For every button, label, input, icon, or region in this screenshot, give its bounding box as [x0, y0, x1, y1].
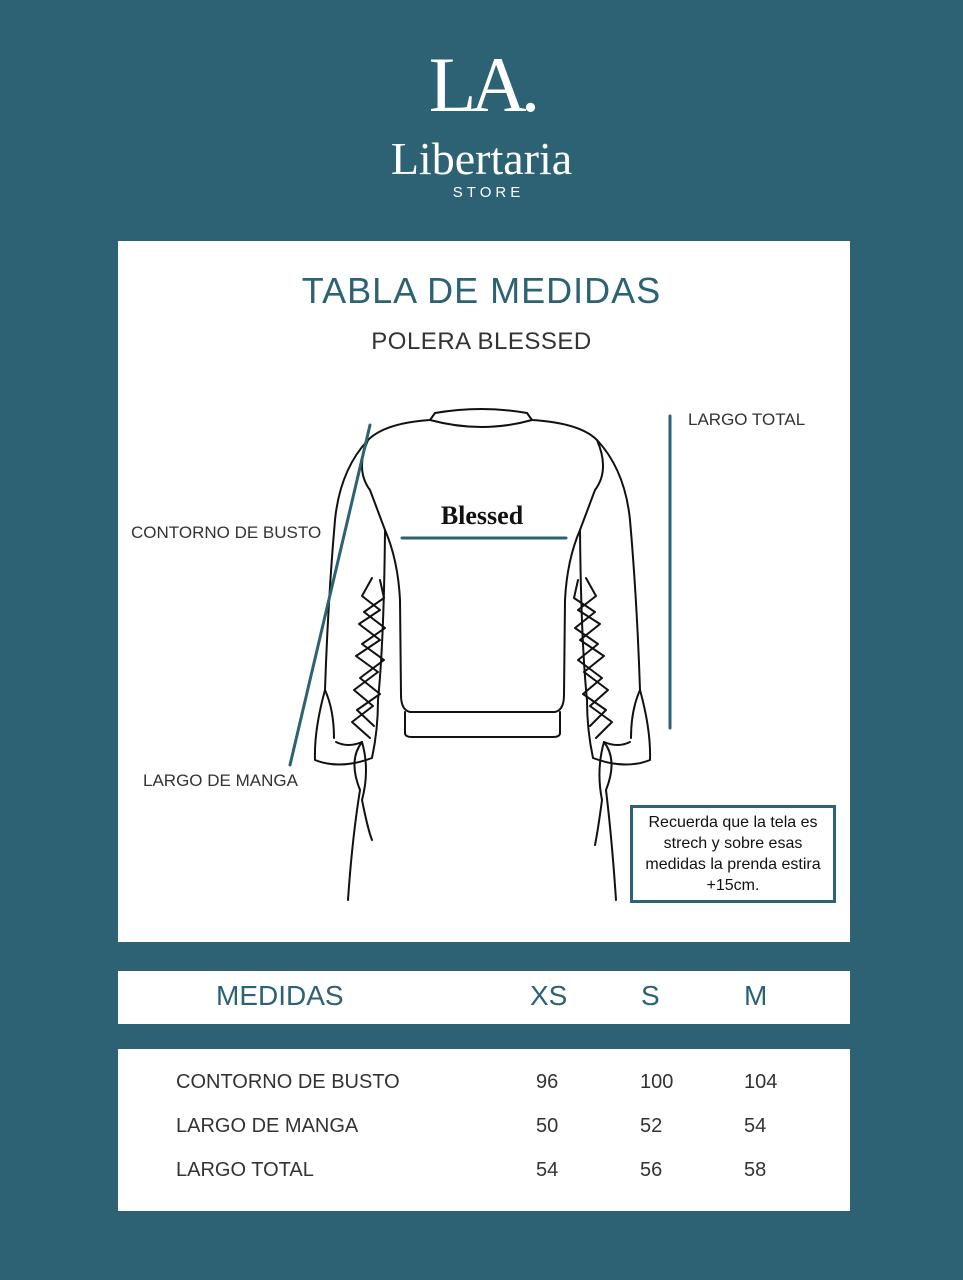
garment-print-text: Blessed — [440, 501, 524, 530]
cell-s: 52 — [640, 1115, 663, 1137]
cell-xs: 54 — [536, 1159, 559, 1181]
sleeve-length-line — [290, 425, 370, 765]
cell-xs: 50 — [536, 1115, 559, 1137]
size-table — [118, 1049, 850, 1211]
product-subtitle: POLERA BLESSED — [371, 328, 592, 355]
table-row — [118, 1115, 850, 1145]
header-size-m: M — [744, 980, 768, 1011]
header-medidas: MEDIDAS — [216, 980, 344, 1011]
label-largo-manga: LARGO DE MANGA — [143, 771, 298, 790]
row-label: LARGO TOTAL — [176, 1159, 314, 1181]
page-title: TABLA DE MEDIDAS — [301, 270, 662, 311]
header-size-s: S — [641, 980, 660, 1011]
header-size-xs: XS — [530, 980, 568, 1011]
cell-s: 56 — [640, 1159, 663, 1181]
cell-m: 104 — [744, 1071, 778, 1093]
logo-subtitle: STORE — [452, 184, 525, 201]
label-largo-total: LARGO TOTAL — [688, 410, 806, 429]
label-contorno-busto: CONTORNO DE BUSTO — [131, 523, 322, 542]
stretch-note: Recuerda que la tela es strech y sobre esas medidas la prenda estira +15cm. — [630, 805, 836, 903]
size-table-header — [118, 971, 850, 1024]
logo-monogram: LA. — [428, 41, 535, 128]
cell-s: 100 — [640, 1071, 674, 1093]
cell-m: 58 — [744, 1159, 767, 1181]
row-label: CONTORNO DE BUSTO — [176, 1071, 400, 1093]
table-row — [118, 1159, 850, 1189]
table-row — [118, 1071, 850, 1101]
cell-xs: 96 — [536, 1071, 559, 1093]
logo-name: Libertaria — [390, 133, 573, 184]
row-label: LARGO DE MANGA — [176, 1115, 359, 1137]
cell-m: 54 — [744, 1115, 767, 1137]
